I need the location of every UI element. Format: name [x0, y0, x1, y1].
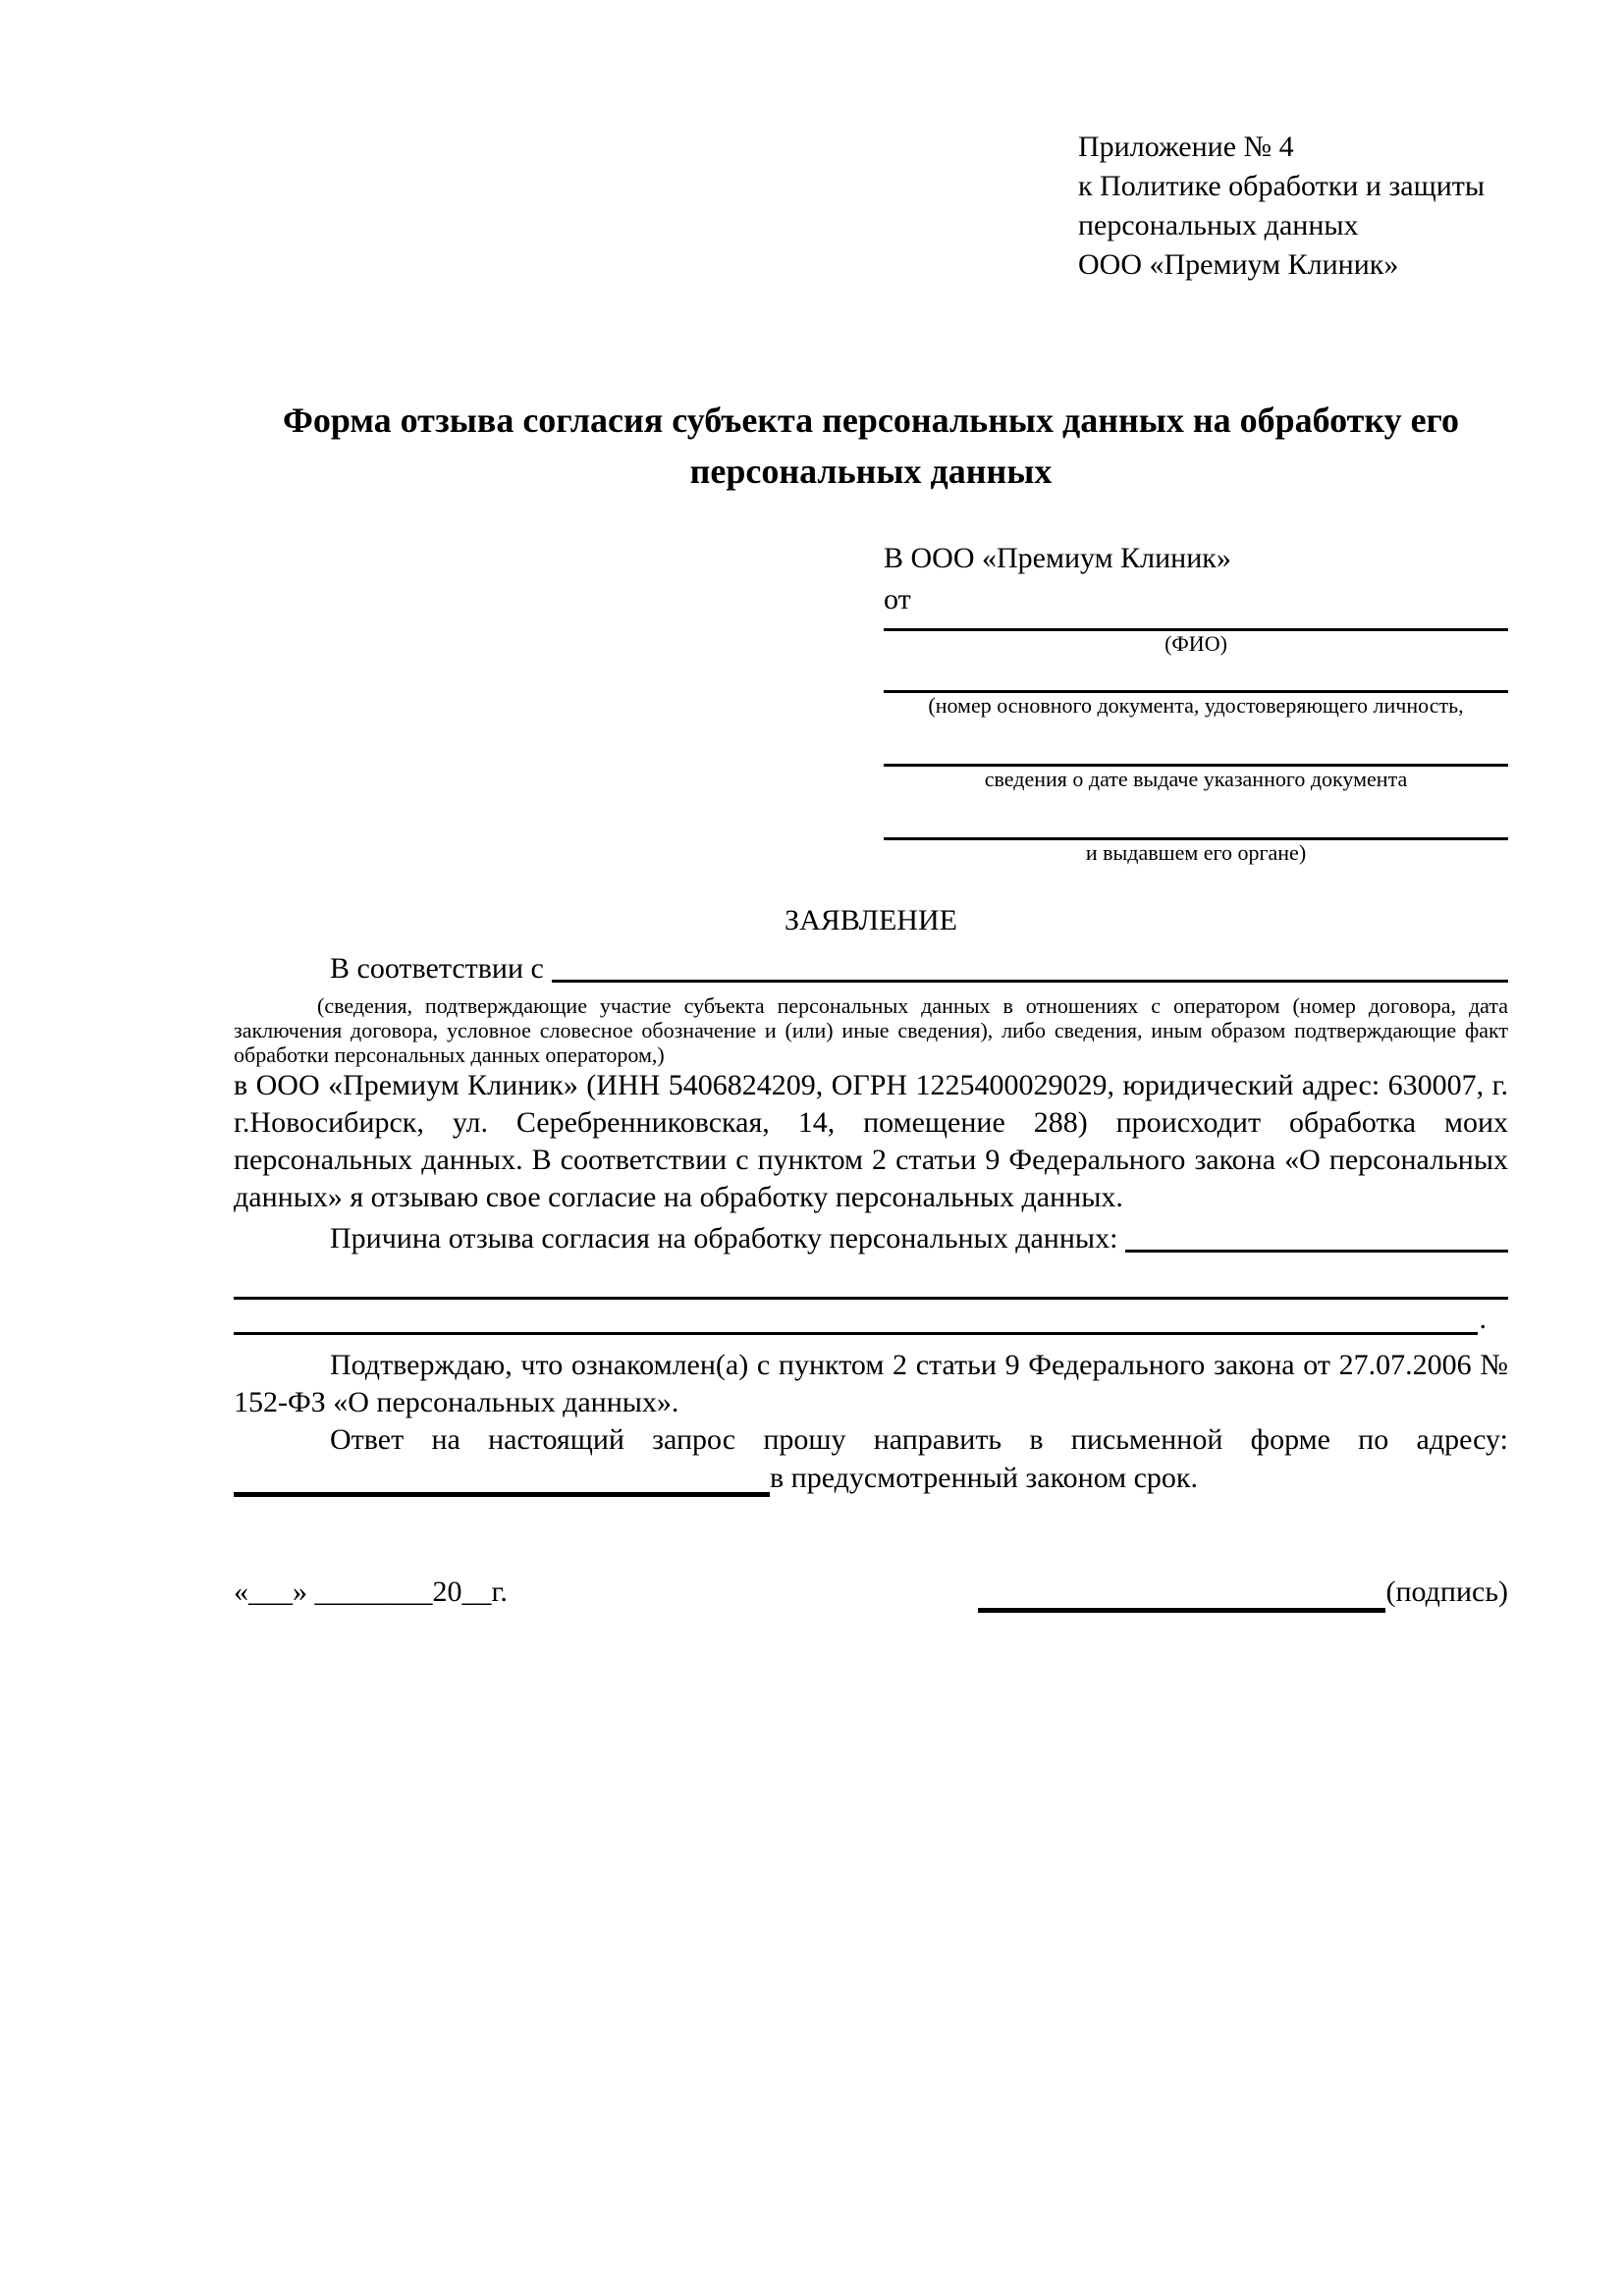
fio-caption: (ФИО)	[1164, 631, 1227, 656]
reason-continuation-blank-line-2	[234, 1300, 1487, 1335]
addressee-block	[884, 538, 1508, 866]
line-end-period: .	[1479, 1303, 1487, 1335]
issue-date-caption: сведения о дате выдаче указанного документа	[984, 767, 1408, 791]
address-blank-line	[234, 1459, 770, 1497]
confirmation-paragraph: Подтверждаю, что ознакомлен(а) с пунктом 2 статьи 9 Федерального закона от 27.07.2006 № 152-ФЗ «О персональных данных».	[234, 1349, 1508, 1418]
issue-date-blank-line	[884, 719, 1508, 767]
appendix-header	[1078, 128, 1508, 285]
reason-line	[234, 1220, 1508, 1257]
paragraph-indent	[234, 950, 330, 988]
appendix-line: к Политике обработки и защиты	[1078, 170, 1486, 202]
main-paragraph: в ООО «Премиум Клиник» (ИНН 5406824209, ОГРН 1225400029029, юридический адрес: 630007, г. г.Новосибирск, ул. Серебренниковская, 14, помещение 288) происходит обработка моих персональных данных. В соответствии с пунктом 2 статьи 9 Федерального закона «О персональных данных» я отзываю свое согласие на обработку персональных данных.	[234, 1069, 1508, 1213]
document-number-blank-line	[884, 657, 1508, 693]
reason-label: Причина отзыва согласия на обработку персональных данных:	[330, 1222, 1118, 1255]
appendix-line: Приложение № 4	[1078, 131, 1294, 163]
issuing-authority-blank-line	[884, 792, 1508, 840]
paragraph-indent	[234, 1220, 330, 1257]
reply-suffix: в предусмотренный законом срок.	[770, 1462, 1198, 1494]
reason-blank-line	[1125, 1220, 1508, 1253]
addressee-to: В ООО «Премиум Клиник»	[884, 542, 1231, 574]
signature-caption: (подпись)	[1385, 1575, 1508, 1608]
date-line: «___» ________20__г.	[234, 1575, 508, 1608]
footer-row	[234, 1572, 1508, 1613]
appendix-line: персональных данных	[1078, 209, 1359, 241]
reply-request-paragraph: Ответ на настоящий запрос прошу направить в письменной форме по адресу:	[330, 1423, 1508, 1456]
document-number-caption: (номер основного документа, удостоверяющего личность,	[928, 693, 1464, 718]
intro-prefix: В соответствии с	[330, 952, 544, 985]
issuing-authority-caption: и выдавшем его органе)	[1085, 840, 1307, 865]
intro-blank-line	[552, 950, 1508, 983]
document-title: Форма отзыва согласия субъекта персональных данных на обработку его персональных данных	[282, 400, 1460, 491]
fio-blank-line	[884, 620, 1508, 631]
reason-continuation-blank-line	[234, 1257, 1508, 1300]
blank-line	[234, 1297, 1478, 1335]
signature-group	[978, 1572, 1508, 1613]
reply-address-line	[234, 1459, 1508, 1497]
statement-heading: ЗАЯВЛЕНИЕ	[785, 904, 957, 936]
intro-line	[234, 950, 1508, 988]
addressee-from-label: от	[884, 583, 911, 615]
appendix-line: ООО «Премиум Клиник»	[1078, 248, 1399, 281]
intro-note: (сведения, подтверждающие участие субъекта персональных данных в отношениях с оператором (номер договора, дата заключения договора, условное словесное обозначение и (или) иные сведения), либо сведения, иным образом подтверждающие факт обработки персональных данных оператором,)	[234, 993, 1508, 1067]
signature-blank-line	[978, 1576, 1385, 1613]
